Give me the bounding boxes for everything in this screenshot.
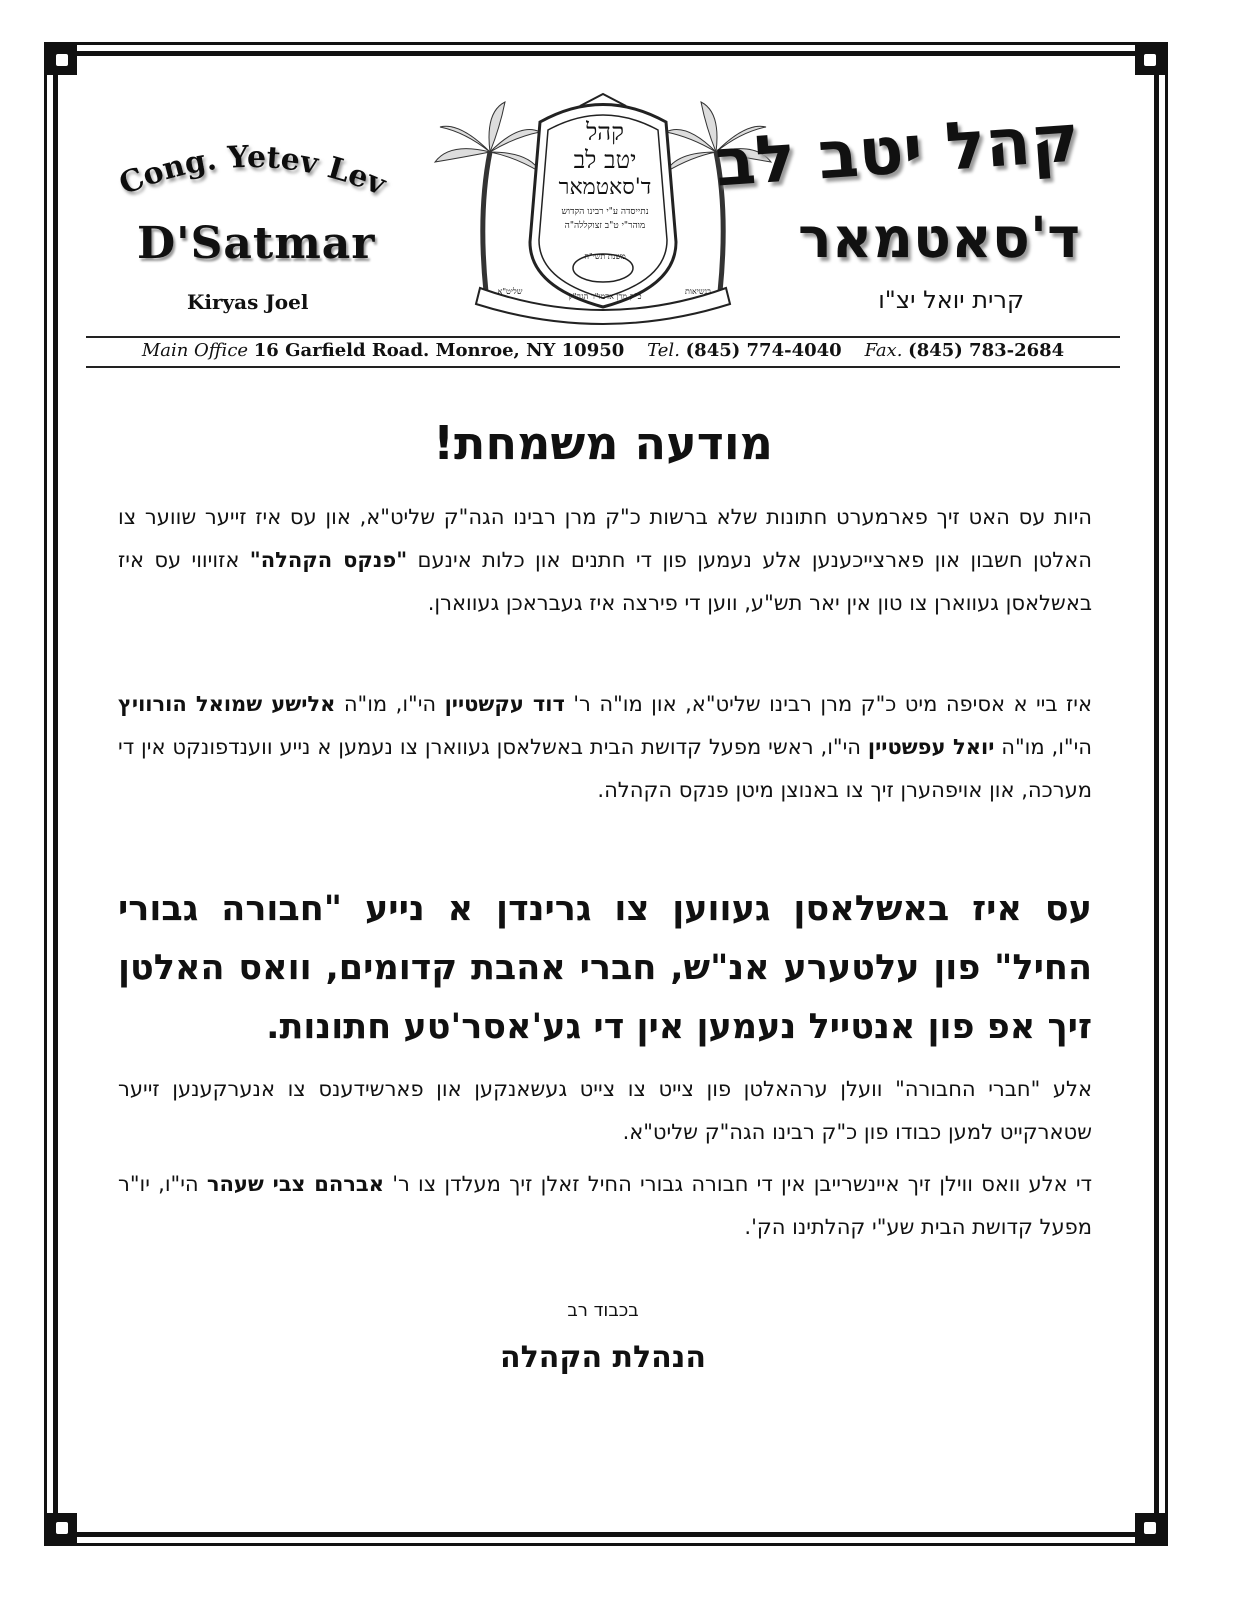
congregation-name-arched xyxy=(100,132,400,212)
p5-name: אברהם צבי שעהר xyxy=(206,1172,384,1196)
p2-name-1: דוד עקשטיין xyxy=(444,692,565,716)
emblem-small-1: נתייסדה ע"י רבינו הקדוש xyxy=(561,207,649,217)
p2-text-e: הי"ו, מו"ה xyxy=(994,735,1093,759)
congregation-name-english: D'Satmar xyxy=(137,218,376,269)
office-address: 16 Garfield Road. Monroe, NY 10950 xyxy=(253,340,625,361)
paragraph-1 xyxy=(118,496,1092,625)
header-rule-bottom xyxy=(86,366,1120,368)
p2-text-g: הי"ו, ראשי מפעל קדושת הבית באשלאסן געווארן צו נעמען א נייע ווענדפונקט אין די מערכה, און אויפהערן זיך צו באנוצן מיטן פנקס הקהלה. xyxy=(118,735,1092,802)
p1-emphasis: "פנקס הקהלה" xyxy=(249,548,408,572)
paragraph-2 xyxy=(118,683,1092,812)
paragraph-4: אלע "חברי החבורה" וועלן ערהאלטן פון צייט צו צייט געשאנקען און פארשידענס צו אנערקענען זייער שטארקייט למען כבודו פון כ"ק רבינו הגה"ק שליט"א. xyxy=(118,1077,1092,1144)
congregation-name-hebrew-2: ד'סאטמאר xyxy=(798,206,1080,271)
corner-ornament xyxy=(47,45,77,75)
signature-line: הנהלת הקהלה xyxy=(500,1340,706,1375)
p2-text-c: הי"ו, מו"ה xyxy=(335,692,445,716)
closing-greeting: בכבוד רב xyxy=(567,1300,639,1321)
notice-title: מודעה משמחת! xyxy=(433,416,773,470)
corner-ornament xyxy=(1135,45,1165,75)
corner-ornament xyxy=(1135,1513,1165,1543)
emblem-ribbon-center: כ"ק מרן אדמו"ר הגה"ק xyxy=(568,292,642,301)
contact-line xyxy=(86,340,1120,361)
fax-number: (845) 783-2684 xyxy=(908,340,1065,361)
emblem-ribbon-right: בנשיאות xyxy=(685,287,711,296)
office-label: Main Office xyxy=(141,340,249,361)
emblem-line-3: ד'סאטמאר xyxy=(558,175,652,200)
header-rule-top xyxy=(86,336,1120,338)
p1-text-c: אזויווי עס איז באשלאסן געווארן צו טון אין יאר תש"ע, ווען די פירצה איז געבראכן געווארן. xyxy=(118,548,1092,615)
emblem-line-2: יטב לב xyxy=(573,146,637,174)
p2-name-3: יואל עפשטיין xyxy=(867,735,995,759)
location-english: Kiryas Joel xyxy=(187,290,309,314)
p5-text-a: די אלע וואס ווילן זיך איינשרייבן אין די חבורה גבורי החיל זאלן זיך מעלדן צו ר' xyxy=(383,1172,1092,1196)
p5-text-c: הי"ו, יו"ר מפעל קדושת הבית שע"י קהלתינו הק'. xyxy=(118,1172,1092,1239)
emblem-ribbon-left: שליט"א xyxy=(497,287,523,296)
tel-number: (845) 774-4040 xyxy=(685,340,842,361)
emblem-line-1: קהל xyxy=(586,118,624,146)
corner-ornament xyxy=(47,1513,77,1543)
p1-text-a: היות עס האט זיך פארמערט חתונות שלא ברשות כ"ק מרן רבינו הגה"ק שליט"א, און עס איז זייער שווער צו האלטן חשבון און פארצייכענען אלע נעמען פון די חתנים און כלות אינעם xyxy=(118,505,1092,572)
p2-name-2: אלישע שמואל הורוויץ xyxy=(118,692,336,716)
fax-label: Fax. xyxy=(864,340,903,361)
emblem-seal: משנת תשי"ח xyxy=(584,252,626,261)
tel-label: Tel. xyxy=(647,340,680,361)
palm-tree-left xyxy=(435,102,540,292)
p2-text-a: איז ביי א אסיפה מיט כ"ק מרן רבינו שליט"א, און מו"ה ר' xyxy=(564,692,1092,716)
emblem-small-2: מוהר"י ט"ב זצוקללה"ה xyxy=(564,221,646,231)
cong-text: Cong. Yetev Lev xyxy=(114,139,391,203)
location-hebrew: קרית יואל יצ"ו xyxy=(878,286,1024,314)
congregation-name-hebrew-1: קהל יטב לב xyxy=(713,99,1083,202)
paragraph-5 xyxy=(118,1163,1092,1249)
paragraph-3-bold: עס איז באשלאסן געווען צו גרינדן א נייע "חבורה גבורי החיל" פון עלטערע אנ"ש, חברי אהבת קדומים, וואס האלטן זיך אפ פון אנטייל נעמען אין די גע'אסר'טע חתונות. xyxy=(118,889,1092,1047)
svg-text:Cong. Yetev Lev xyxy=(114,140,392,203)
